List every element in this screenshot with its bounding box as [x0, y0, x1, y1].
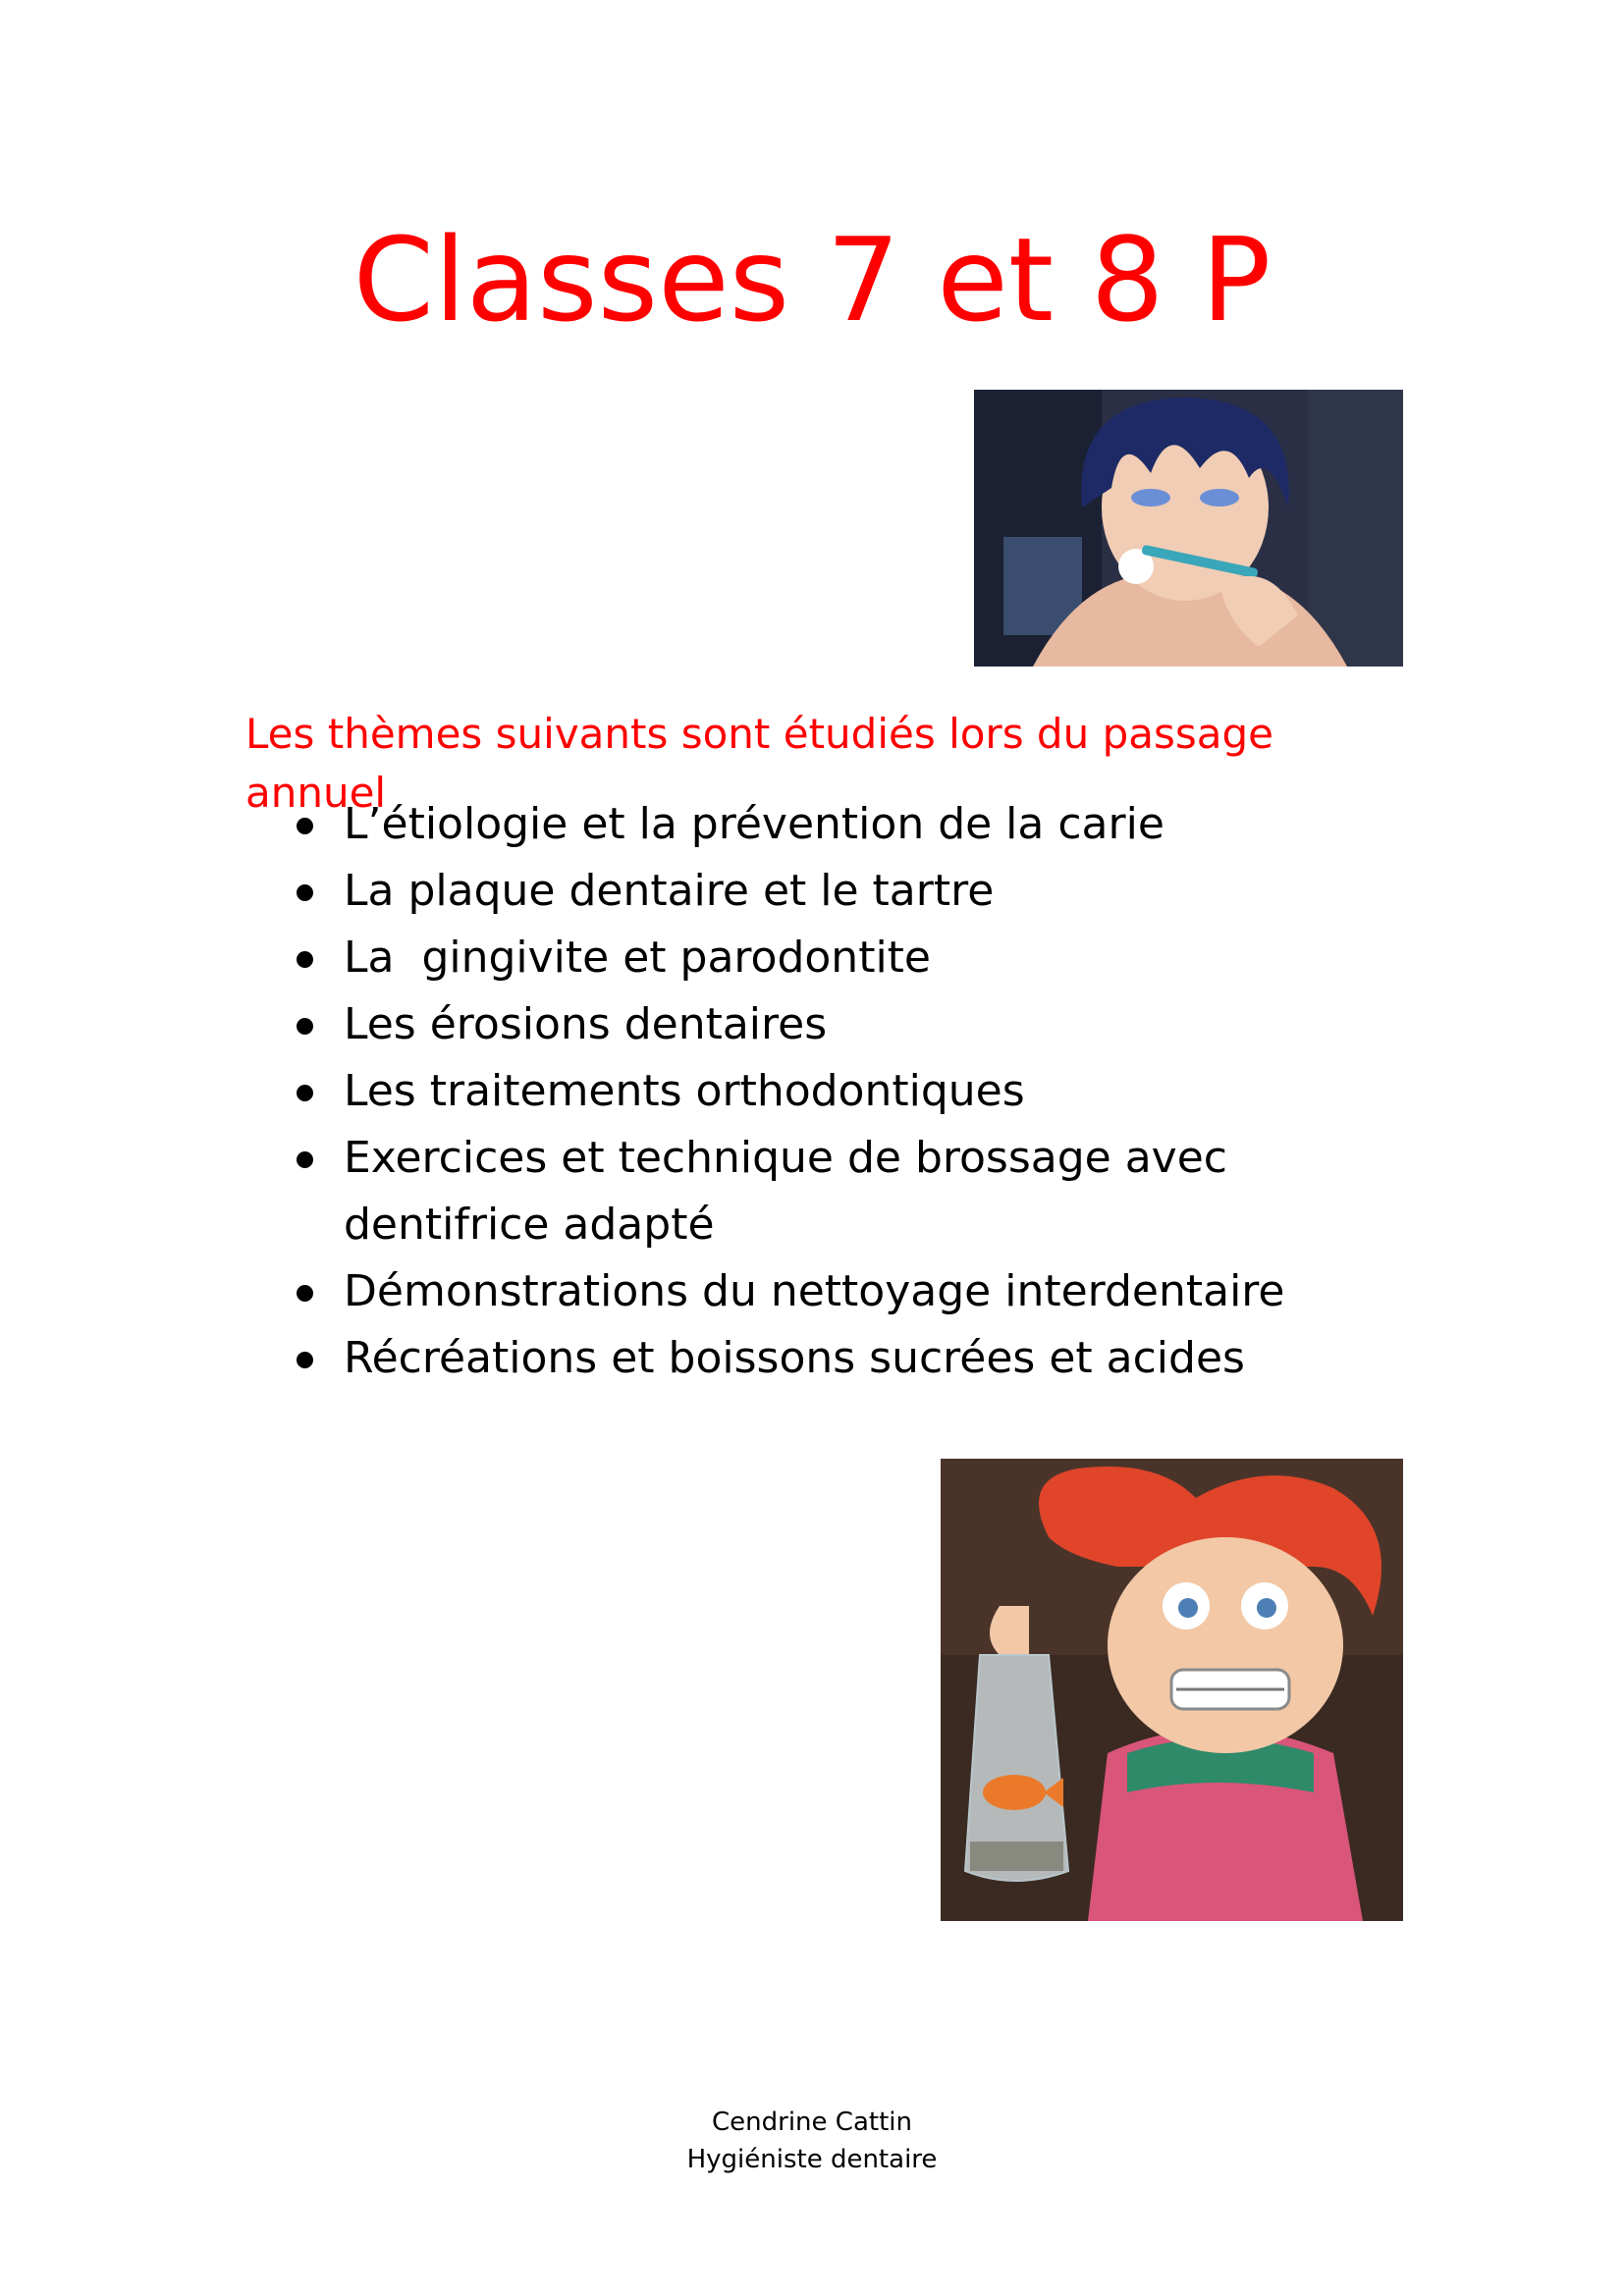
- list-item: [295, 858, 1414, 925]
- themes-list: [295, 791, 1414, 1392]
- anime-boy-brushing-teeth-image: [974, 390, 1403, 667]
- list-item-text: La gingivite et parodontite: [344, 933, 931, 983]
- list-item-text: Récréations et boissons sucrées et acides: [344, 1333, 1245, 1383]
- list-item: [295, 1325, 1414, 1392]
- page-title: Classes 7 et 8 P: [352, 212, 1272, 347]
- list-item: [295, 1058, 1414, 1125]
- bullet-icon: [297, 1151, 313, 1168]
- list-item: [295, 791, 1414, 858]
- bullet-icon: [297, 884, 313, 901]
- list-item-text: Démonstrations du nettoyage interdentaire: [344, 1266, 1285, 1316]
- author-name: Cendrine Cattin: [712, 2108, 912, 2137]
- list-item: [295, 1258, 1414, 1325]
- list-item-text: Les érosions dentaires: [344, 999, 828, 1049]
- bullet-icon: [297, 818, 313, 834]
- list-item: [295, 991, 1414, 1058]
- author-role: Hygiéniste dentaire: [686, 2145, 938, 2174]
- girl-with-braces-and-goldfish-image: [941, 1459, 1403, 1921]
- footer: [0, 2104, 1624, 2178]
- bullet-icon: [297, 951, 313, 968]
- bullet-icon: [297, 1285, 313, 1302]
- bullet-icon: [297, 1352, 313, 1368]
- themes-intro: Les thèmes suivants sont étudiés lors du passage annuel: [245, 710, 1273, 817]
- list-item-text: Exercices et technique de brossage avec dentifrice adapté: [344, 1133, 1227, 1250]
- list-item-text: Les traitements orthodontiques: [344, 1066, 1025, 1116]
- list-item: [295, 1125, 1414, 1258]
- list-item-text: L’étiologie et la prévention de la carie: [344, 799, 1164, 849]
- bullet-icon: [297, 1018, 313, 1035]
- list-item: [295, 925, 1414, 991]
- bullet-icon: [297, 1085, 313, 1101]
- list-item-text: La plaque dentaire et le tartre: [344, 866, 995, 916]
